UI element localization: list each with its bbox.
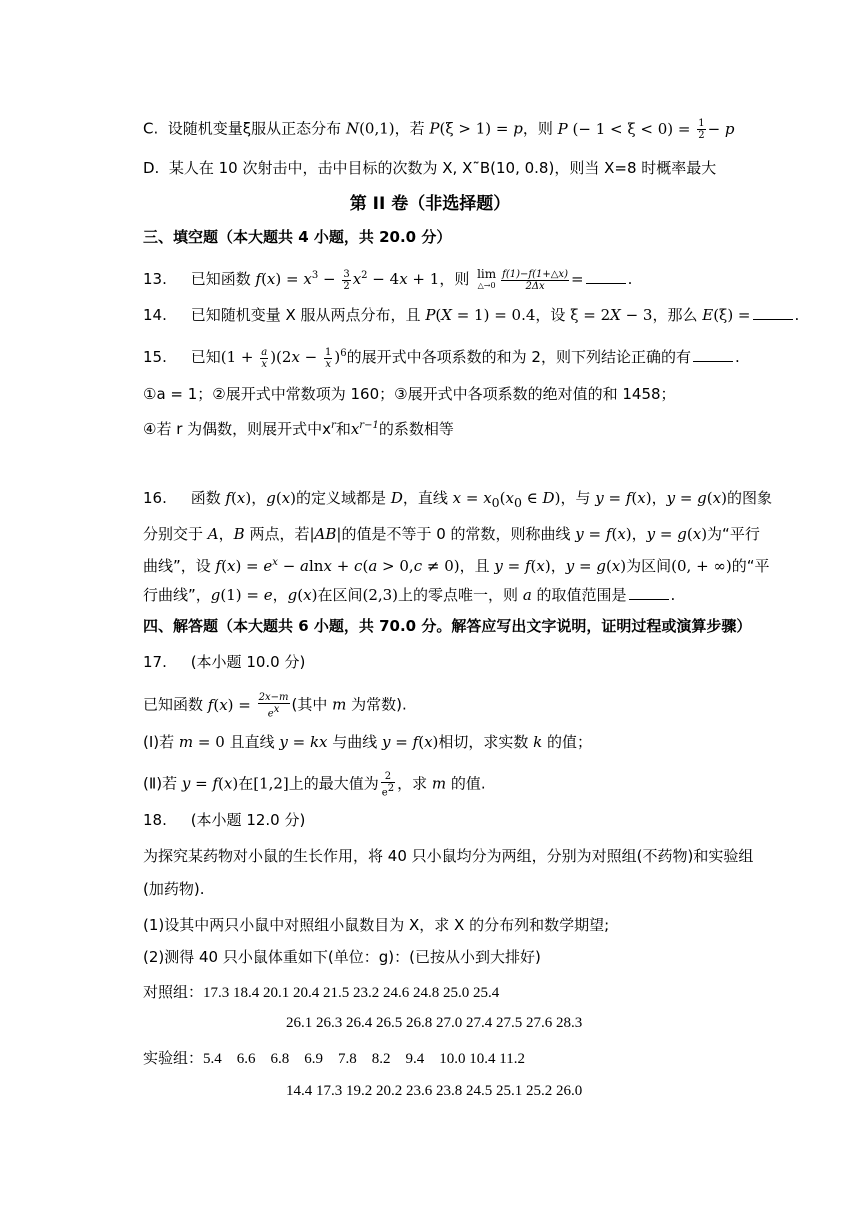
q14-math3: E(ξ) = [702,306,751,324]
option-d-text: 某人在 10 次射击中，击中目标的次数为 X, X˜B(10, 0.8)，则当 X=8 时概率最大 [168,159,717,177]
control-values-1: 17.3 18.4 20.1 20.4 21.5 23.2 24.6 24.8 25.0 25.4 [203,985,500,1001]
question-17-part2: (Ⅱ)若 y = f(x)在[1,2]上的最大值为 $\frac{2}{e^2}$ ，求 m 的值. [143,771,486,799]
option-c-label: C. [143,119,159,138]
question-18-header [143,810,305,830]
q15-options: ①a = 1；②展开式中常数项为 160；③展开式中各项系数的绝对值的和 1458； [143,385,676,403]
question-14: 14. 已知随机变量 X 服从两点分布，且 P(X = 1) = 0.4，设 ξ = 2X − 3，那么 E(ξ) = . [143,306,800,324]
question-16-line2: 分别交于 A，B 两点，若|AB|的值是不等于 0 的常数，则称曲线 y = f(x)，y = g(x)为“平行 [143,525,760,543]
option-c-math2: P(ξ > 1) = p [429,119,523,138]
q17-score: (本小题 10.0 分) [190,653,306,671]
option-d-label: D. [143,159,160,177]
q14-math: P(X = 1) = 0.4 [425,306,536,324]
option-d [143,158,716,178]
control-group-row1 [143,982,499,1003]
q16-blank[interactable] [629,587,669,600]
question-16-line3: 曲线”，设 $f(x) = e^x - alnx + c(a > 0,c \ne 0)$，且 y = f(x)，y = g(x)为区间(0, + ∞)的“平 [143,557,770,575]
experiment-group-label: 实验组： [143,1049,204,1067]
q18-line2: (加药物). [143,880,205,898]
q18-line4: (2)测得 40 只小鼠体重如下(单位：g)：(已按从小到大排好) [143,948,541,966]
q13-number: 13. [143,270,167,288]
q18-number: 18. [143,811,167,829]
q13-function: $f(x) = x^3$ − $\frac{3}{2}$ $x^2 - 4x + 1$ [255,268,440,292]
q14-text: 已知随机变量 X 服从两点分布，且 [190,306,421,324]
option-c: C. 设随机变量ξ服从正态分布 N(0,1)，若 P(ξ > 1) = p，则 P (− 1 < ξ < 0) = $\frac{1}{2}$ − p [143,118,735,141]
experiment-values-1: 5.4 6.6 6.8 6.9 7.8 8.2 9.4 10.0 10.4 11.2 [203,1051,525,1067]
question-16-line4: 行曲线”，g(1) = e，g(x)在区间(2,3)上的零点唯一，则 a 的取值范围是 . [143,586,676,604]
experiment-group-row1 [143,1048,525,1069]
q17-number: 17. [143,653,167,671]
question-17-stem: 已知函数 f(x) = $\frac{2x-m}{e^x}$ (其中 m 为常数). [143,692,407,720]
q15-option4: ④若 r 为偶数，则展开式中$x^r$和$x^{r-1}$的系数相等 [143,420,454,438]
question-15: 15. 已知(1 + $\frac{a}{x}$ )(2x − $\frac{1}{x}$ )$^6$的展开式中各项系数的和为 2，则下列结论正确的有 . [143,346,740,370]
q18-line3: (1)设其中两只小鼠中对照组小鼠数目为 X，求 X 的分布列和数学期望; [143,916,610,934]
question-16-line1: 16. 函数 f(x)，g(x)的定义域都是 D，直线 $x = x_0(x_0$ ∈ D)，与 y = f(x)，y = g(x)的图象 [143,489,772,510]
q15-number: 15. [143,348,167,366]
q13-blank[interactable] [586,271,626,284]
q13-text: 已知函数 [190,270,251,288]
part3-heading: 三、填空题（本大题共 4 小题，共 20.0 分） [143,228,452,246]
q18-score: (本小题 12.0 分) [190,811,306,829]
q14-math2: ξ = 2X − 3 [570,306,653,324]
part4-heading: 四、解答题（本大题共 6 小题，共 70.0 分。解答应写出文字说明，证明过程或演算步骤） [143,617,752,635]
control-values-2: 26.1 26.3 26.4 26.5 26.8 27.0 27.4 27.5 27.6 28.3 [286,1015,583,1031]
q15-blank[interactable] [693,349,733,362]
question-13: 13. 已知函数 $f(x) = x^3$ − $\frac{3}{2}$ $x^2 - 4x + 1$，则 lim △→0 $\frac{f(1)-f(1+\triangle x)}{2\Delta x}$ = . [143,267,633,292]
question-17-header [143,652,305,672]
section-title: 第 II 卷（非选择题） [349,194,511,214]
option-c-text: 设随机变量ξ服从正态分布 [167,119,342,138]
q15-option4-text: ④若 r 为偶数，则展开式中x [143,420,332,438]
option-c-math3: P (− 1 < ξ < 0) = $\frac{1}{2}$ − p [557,118,735,141]
experiment-values-2: 14.4 17.3 19.2 20.2 23.6 23.8 24.5 25.1 25.2 26.0 [286,1083,583,1099]
q14-number: 14. [143,306,167,324]
q14-blank[interactable] [753,307,793,320]
q15-text: 已知 [190,348,221,366]
q13-limit: lim △→0 $\frac{f(1)-f(1+\triangle x)}{2\Delta x}$ = [477,267,584,292]
option-c-math: N(0,1) [345,119,395,138]
q18-line1: 为探究某药物对小鼠的生长作用，将 40 只小鼠均分为两组，分别为对照组(不药物)和实验组 [143,847,754,865]
question-17-part1: (Ⅰ)若 m = 0 且直线 y = kx 与曲线 y = f(x)相切，求实数 k 的值； [143,733,593,751]
q16-number: 16. [143,489,167,507]
q15-math: (1 + $\frac{a}{x}$ )(2x − $\frac{1}{x}$ )$^6$ [220,346,347,370]
control-group-label: 对照组： [143,983,204,1001]
